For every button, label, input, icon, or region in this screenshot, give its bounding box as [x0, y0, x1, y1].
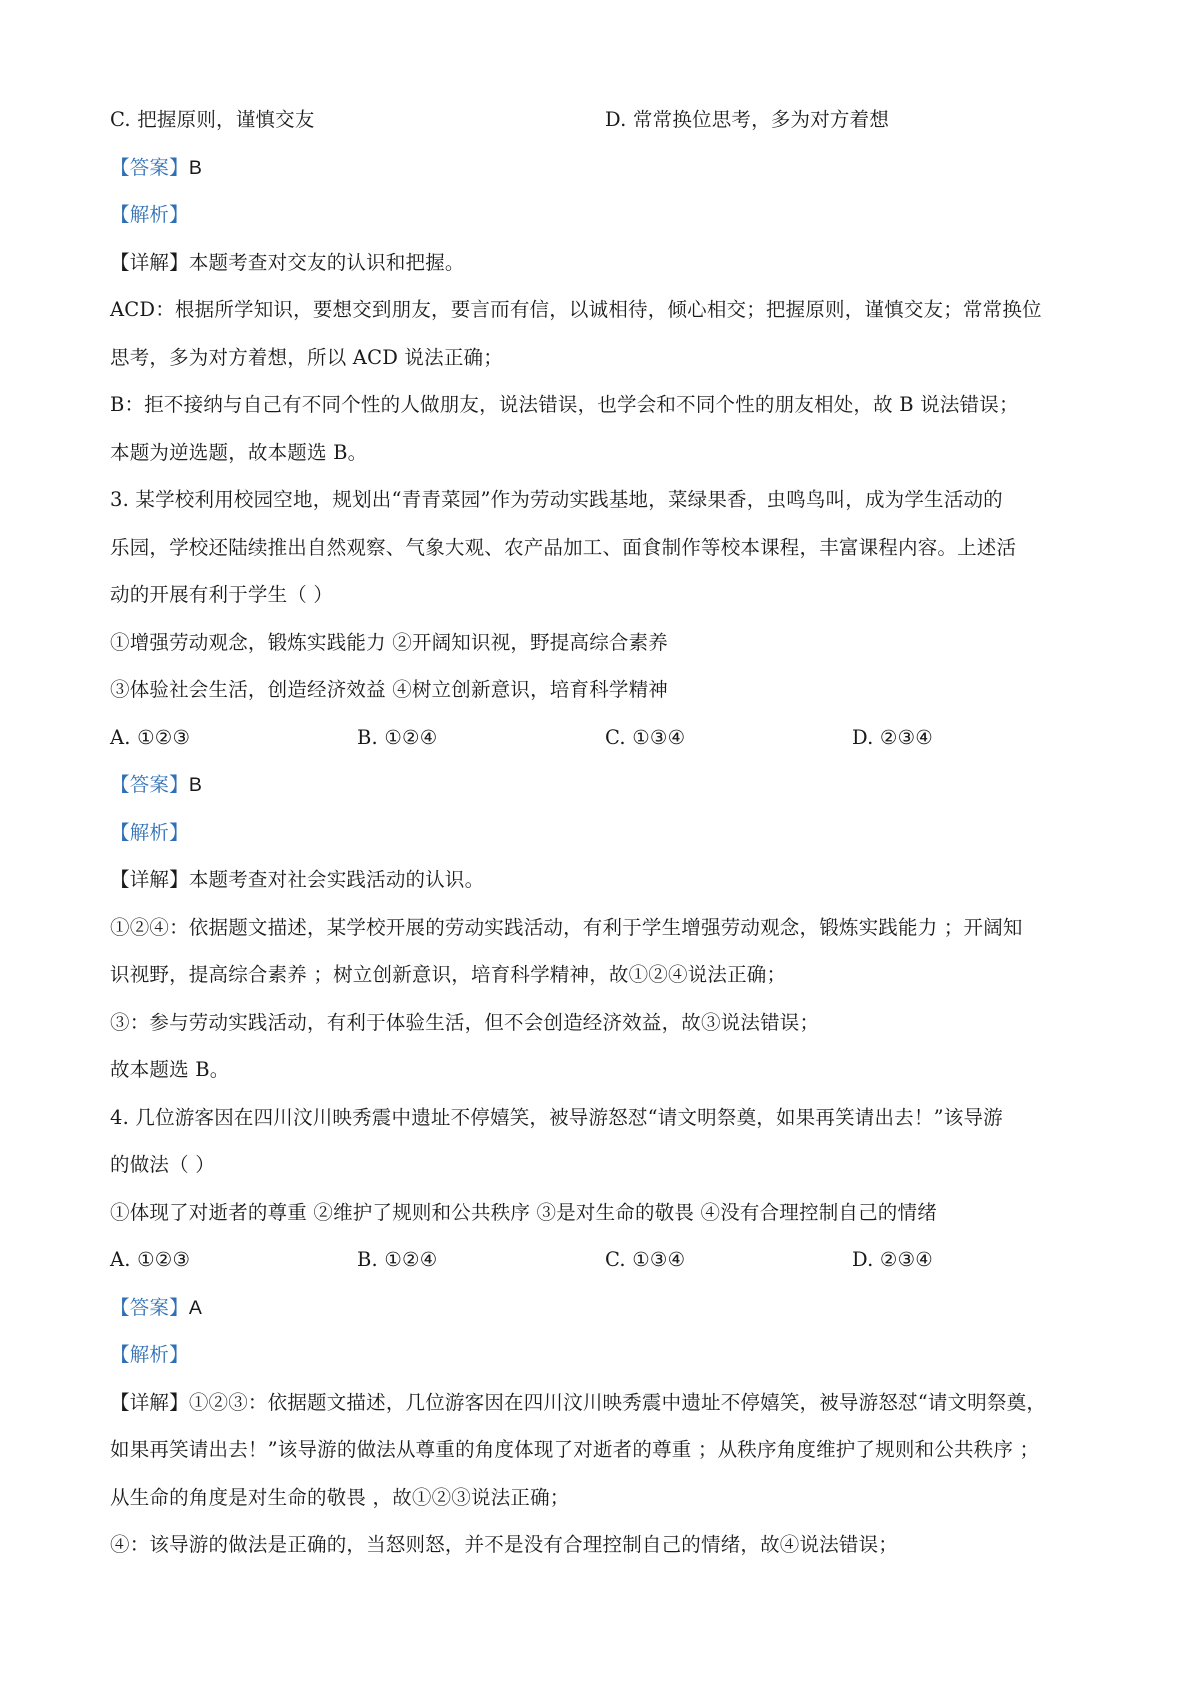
q3-detail-line — [110, 856, 1100, 904]
q4-option-b: B. ①②④ — [357, 1248, 438, 1271]
q4-option-d: D. ②③④ — [852, 1248, 933, 1271]
q3-analysis-label — [110, 809, 1100, 857]
q4-answer — [110, 1284, 1100, 1332]
q3-options-row — [110, 714, 1100, 762]
q4-analysis-label — [110, 1331, 1100, 1379]
q2-options-row — [110, 96, 1100, 144]
q3-stem-line: 动的开展有利于学生（ ） — [110, 583, 334, 606]
answer-value: A — [188, 1296, 203, 1319]
analysis-label: 【解析】 — [110, 1343, 189, 1366]
q2-detail-line — [110, 239, 1100, 287]
q3-answer — [110, 761, 1100, 809]
q3-detail-line: ③：参与劳动实践活动，有利于体验生活，但不会创造经济效益，故③说法错误； — [110, 1010, 820, 1034]
answer-label: 【答案】 — [110, 1295, 189, 1319]
detail-label: 【详解】 — [110, 250, 189, 274]
q4-option-a: A. ①②③ — [110, 1248, 191, 1271]
q2-detail-line: 本题为逆选题，故本题选 B。 — [110, 440, 368, 464]
answer-label: 【答案】 — [110, 155, 189, 179]
q4-detail-line: 从生命的角度是对生命的敬畏 ，故①②③说法正确； — [110, 1485, 570, 1509]
detail-label: 【详解】 — [110, 1390, 189, 1414]
q4-option-c: C. ①③④ — [605, 1248, 686, 1271]
q4-detail-line: ④：该导游的做法是正确的，当怒则怒，并不是没有合理控制自己的情绪，故④说法错误； — [110, 1533, 899, 1556]
q2-option-d: D. 常常换位思考，多为对方着想 — [605, 108, 890, 131]
q3-detail-line: 故本题选 B。 — [110, 1058, 230, 1081]
q3-detail-line: 识视野，提高综合素养 ；树立创新意识，培育科学精神，故①②④说法正确； — [110, 963, 787, 986]
detail-text: 本题考查对交友的认识和把握。 — [188, 250, 465, 274]
q3-statement: ①增强劳动观念，锻炼实践能力 ②开阔知识视，野提高综合素养 — [110, 630, 668, 654]
q4-options-row — [110, 1236, 1100, 1284]
q2-detail-line: B：拒不接纳与自己有不同个性的人做朋友，说法错误，也学会和不同个性的朋友相处，故 B 说法错误； — [110, 393, 1019, 416]
detail-text: ①②③：依据题文描述，几位游客因在四川汶川映秀震中遗址不停嬉笑，被导游怒怼“请文明祭奠， — [188, 1390, 1047, 1414]
q3-stem-line: 3. 某学校利用校园空地，规划出“青青菜园”作为劳动实践基地，菜绿果香，虫鸣鸟叫，成为学生活动的 — [110, 488, 1003, 511]
q2-answer — [110, 144, 1100, 192]
answer-label: 【答案】 — [110, 773, 189, 796]
answer-value: B — [188, 774, 203, 796]
q3-option-a: A. ①②③ — [110, 725, 191, 749]
q3-detail-line: ①②④：依据题文描述，某学校开展的劳动实践活动，有利于学生增强劳动观念，锻炼实践能力 ；开阔知 — [110, 915, 1023, 939]
document-page — [110, 96, 1100, 1569]
q3-statement: ③体验社会生活，创造经济效益 ④树立创新意识，培育科学精神 — [110, 678, 668, 701]
q3-option-b: B. ①②④ — [357, 725, 438, 749]
q3-option-d: D. ②③④ — [852, 725, 933, 749]
q2-detail-line: 思考，多为对方着想，所以 ACD 说法正确； — [110, 345, 503, 369]
detail-label: 【详解】 — [110, 868, 189, 891]
q2-analysis-label — [110, 191, 1100, 239]
q3-stem-line: 乐园，学校还陆续推出自然观察、气象大观、农产品加工、面食制作等校本课程，丰富课程内容。上述活 — [110, 535, 1017, 559]
q4-stem-line: 的做法（ ） — [110, 1153, 215, 1176]
answer-value: B — [188, 156, 203, 179]
q4-detail-line — [110, 1379, 1100, 1427]
analysis-label: 【解析】 — [110, 820, 189, 844]
detail-text: 本题考查对社会实践活动的认识。 — [188, 868, 485, 891]
q3-option-c: C. ①③④ — [605, 725, 686, 749]
q4-stem-line: 4. 几位游客因在四川汶川映秀震中遗址不停嬉笑，被导游怒怼“请文明祭奠，如果再笑请出去！”该导游 — [110, 1105, 1003, 1129]
q4-detail-line: 如果再笑请出去！”该导游的做法从尊重的角度体现了对逝者的尊重 ；从秩序角度维护了规则和公共秩序 ； — [110, 1438, 1040, 1461]
q2-option-c: C. 把握原则，谨慎交友 — [110, 108, 315, 131]
analysis-label: 【解析】 — [110, 203, 189, 226]
q2-detail-line: ACD：根据所学知识，要想交到朋友，要言而有信，以诚相待，倾心相交；把握原则，谨慎交友；常常换位 — [110, 298, 1042, 321]
q4-statement: ①体现了对逝者的尊重 ②维护了规则和公共秩序 ③是对生命的敬畏 ④没有合理控制自己的情绪 — [110, 1200, 937, 1224]
